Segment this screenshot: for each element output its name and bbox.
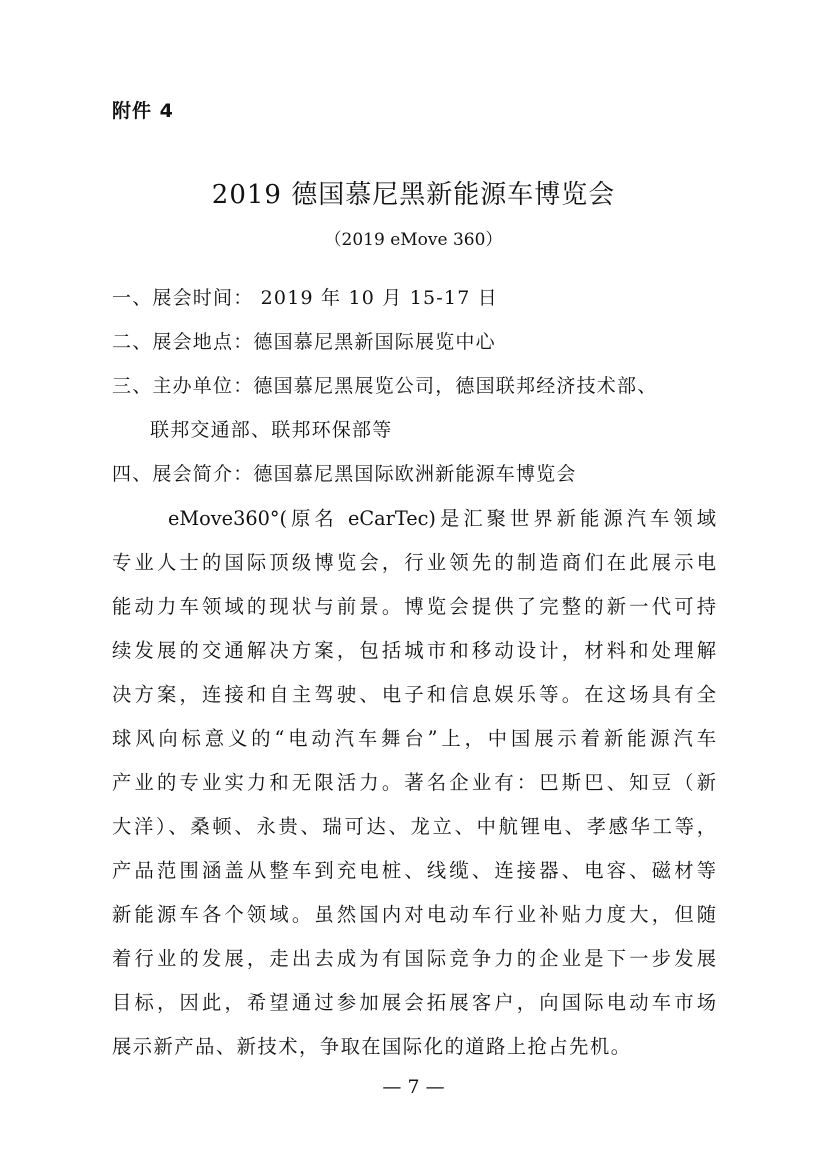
item-exhibition-location: 二、展会地点：德国慕尼黑新国际展览中心 xyxy=(112,331,496,353)
item-organizer: 三、主办单位：德国慕尼黑展览公司，德国联邦经济技术部、 xyxy=(112,375,658,397)
paragraph-line: 着行业的发展，走出去成为有国际竞争力的企业是下一步发展 xyxy=(112,947,716,970)
paragraph-line: 专业人士的国际顶级博览会，行业领先的制造商们在此展示电 xyxy=(112,551,716,574)
item-organizer-continued: 联邦交通部、联邦环保部等 xyxy=(150,419,393,441)
paragraph-line: 决方案，连接和自主驾驶、电子和信息娱乐等。在这场具有全 xyxy=(112,683,716,706)
document-subtitle: （2019 eMove 360） xyxy=(324,230,503,250)
paragraph-line: eMove360°(原名 eCarTec)是汇聚世界新能源汽车领域 xyxy=(168,507,716,530)
paragraph-line: 能动力车领域的现状与前景。博览会提供了完整的新一代可持 xyxy=(112,595,716,618)
document-title: 2019 德国慕尼黑新能源车博览会 xyxy=(211,180,616,210)
paragraph-line: 新能源车各个领域。虽然国内对电动车行业补贴力度大，但随 xyxy=(112,903,716,926)
attachment-label: 附件 4 xyxy=(112,100,174,122)
paragraph-line: 展示新产品、新技术，争取在国际化的道路上抢占先机。 xyxy=(112,1035,632,1058)
paragraph-line: 目标，因此，希望通过参加展会拓展客户，向国际电动车市场 xyxy=(112,991,716,1014)
paragraph-line: 大洋）、桑顿、永贵、瑞可达、龙立、中航锂电、孝感华工等， xyxy=(112,815,716,838)
paragraph-line: 产业的专业实力和无限活力。著名企业有：巴斯巴、知豆（新 xyxy=(112,771,716,794)
paragraph-line: 产品范围涵盖从整车到充电桩、线缆、连接器、电容、磁材等 xyxy=(112,859,716,882)
item-exhibition-time: 一、展会时间： 2019 年 10 月 15-17 日 xyxy=(112,287,498,309)
item-exhibition-intro: 四、展会简介：德国慕尼黑国际欧洲新能源车博览会 xyxy=(112,463,577,485)
page-number: — 7 — xyxy=(382,1076,445,1098)
paragraph-line: 球风向标意义的“电动汽车舞台”上，中国展示着新能源汽车 xyxy=(112,727,716,750)
paragraph-line: 续发展的交通解决方案，包括城市和移动设计，材料和处理解 xyxy=(112,639,716,662)
